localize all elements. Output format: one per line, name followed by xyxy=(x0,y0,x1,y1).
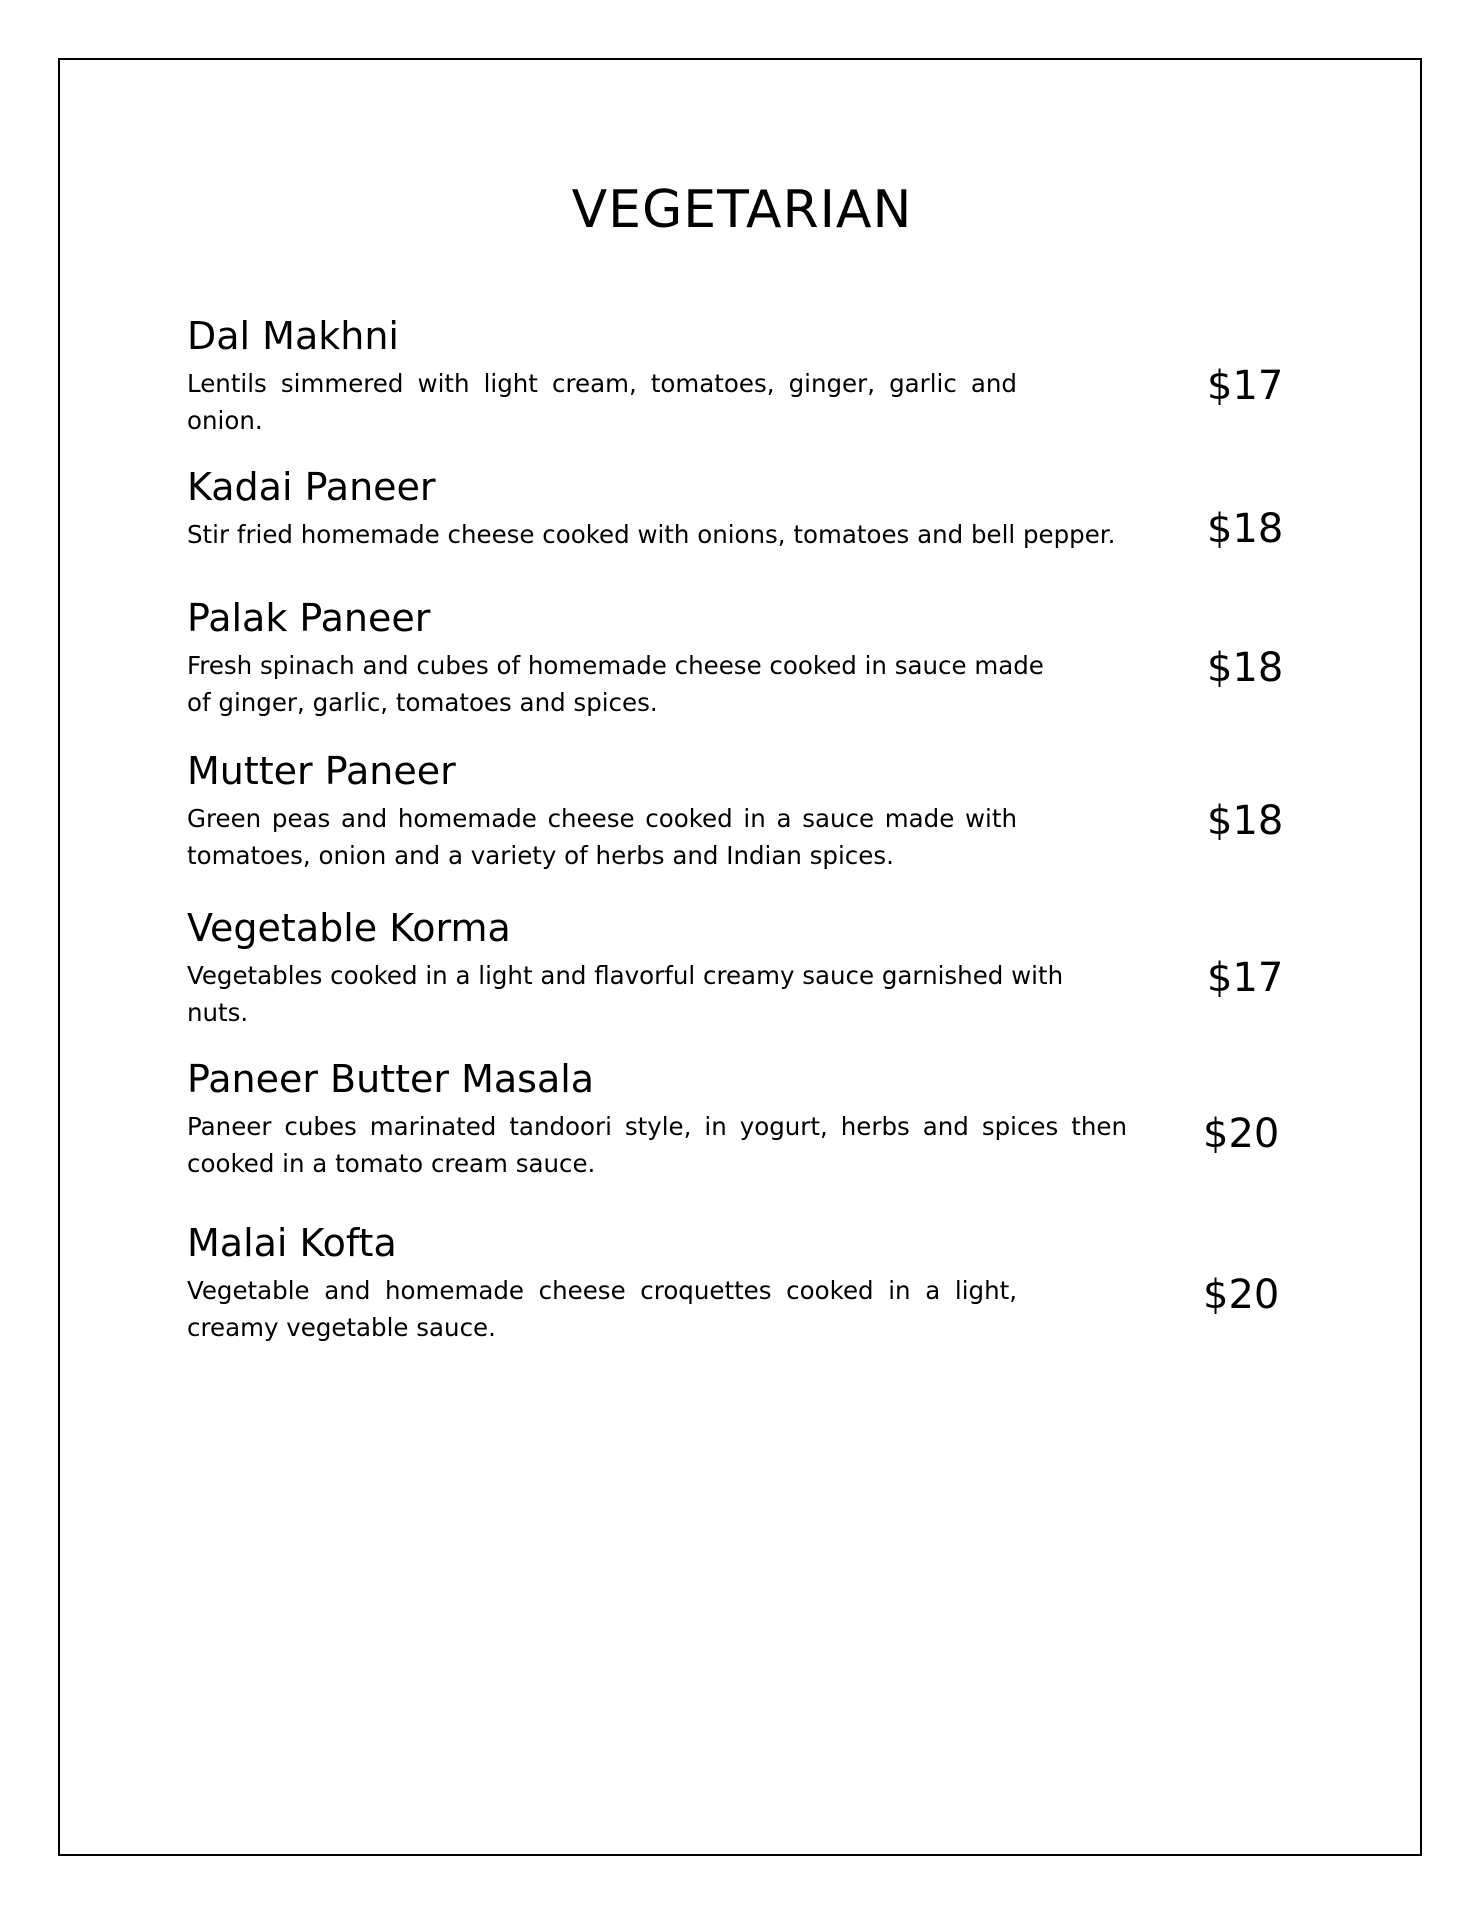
menu-item-mutter-paneer xyxy=(187,748,1297,874)
menu-item-name: Paneer Butter Masala xyxy=(187,1057,595,1101)
menu-item-palak-paneer xyxy=(187,595,1297,721)
menu-item-description: Stir fried homemade cheese cooked with onions, tomatoes and bell pepper. xyxy=(187,520,1116,549)
menu-item-name: Vegetable Korma xyxy=(187,906,511,950)
menu-item-price: $17 xyxy=(1207,955,1284,1001)
menu-item-name: Palak Paneer xyxy=(187,596,431,640)
menu-item-malai-kofta xyxy=(187,1220,1297,1346)
menu-item-description: Vegetables cooked in a light and flavorful creamy sauce garnished with nuts. xyxy=(187,961,1064,1027)
menu-item-name: Malai Kofta xyxy=(187,1221,397,1265)
menu-item-description: Vegetable and homemade cheese croquettes cooked in a light, creamy vegetable sauce. xyxy=(187,1276,1017,1342)
menu-item-vegetable-korma xyxy=(187,905,1297,1031)
menu-item-name: Mutter Paneer xyxy=(187,749,456,793)
menu-item-description: Paneer cubes marinated tandoori style, in yogurt, herbs and spices then cooked in a tomato cream sauce. xyxy=(187,1112,1127,1178)
menu-item-price: $18 xyxy=(1207,798,1284,844)
menu-item-name: Dal Makhni xyxy=(187,314,399,358)
menu-item-price: $18 xyxy=(1207,506,1284,552)
menu-item-price: $17 xyxy=(1207,363,1284,409)
menu-item-dal-makhni xyxy=(187,313,1297,439)
menu-item-description: Green peas and homemade cheese cooked in a sauce made with tomatoes, onion and a variety of herbs and Indian spices. xyxy=(187,804,1017,870)
menu-item-name: Kadai Paneer xyxy=(187,465,436,509)
menu-item-paneer-butter-masala xyxy=(187,1056,1297,1182)
menu-item-price: $20 xyxy=(1203,1272,1280,1318)
menu-title: VEGETARIAN xyxy=(571,180,913,240)
menu-item-description: Lentils simmered with light cream, tomatoes, ginger, garlic and onion. xyxy=(187,369,1017,435)
menu-item-price: $20 xyxy=(1203,1111,1280,1157)
menu-item-kadai-paneer xyxy=(187,464,1297,553)
menu-item-price: $18 xyxy=(1207,645,1284,691)
menu-item-description: Fresh spinach and cubes of homemade cheese cooked in sauce made of ginger, garlic, tomatoes and spices. xyxy=(187,651,1044,717)
